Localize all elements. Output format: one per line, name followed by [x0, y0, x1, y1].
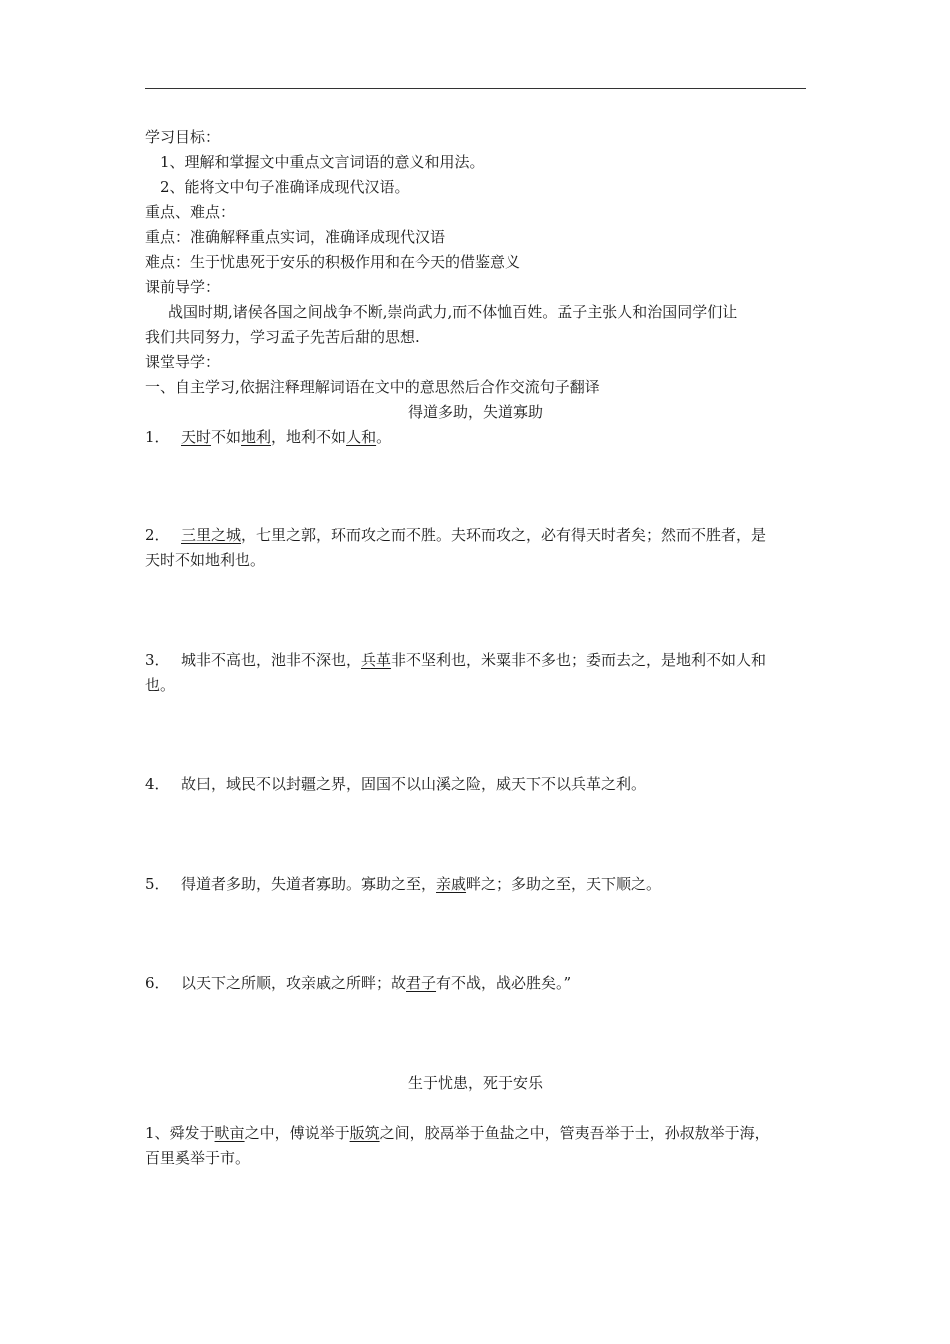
key-point: 重点：准确解释重点实词，准确译成现代汉语 — [145, 228, 446, 246]
preview-text: 战国时期,诸侯各国之间战争不断,崇尚武力,而不体恤百姓。孟子主张人和治国同学们让 — [168, 303, 738, 321]
classroom-heading: 课堂导学： — [145, 353, 221, 371]
objective-item: 1、理解和掌握文中重点文言词语的意义和用法。 — [160, 153, 485, 171]
header-rule — [145, 88, 806, 89]
sentence-2: 2． 三里之城，七里之郭，环而攻之而不胜。夫环而攻之，必有得天时者矣；然而不胜者，是 — [145, 523, 806, 548]
objectives-heading: 学习目标： — [145, 128, 221, 146]
sentence-4: 4． 故曰，域民不以封疆之界，固国不以山溪之险，威天下不以兵革之利。 — [145, 772, 806, 797]
keypoints-heading: 重点、难点： — [145, 203, 236, 221]
sentence-number: 4． — [145, 775, 170, 793]
keyword: 兵革 — [361, 651, 392, 669]
preview-text: 我们共同努力，学习孟子先苦后甜的思想. — [145, 328, 420, 346]
passage-title: 生于忧患，死于安乐 — [407, 1074, 543, 1092]
sentence-number: 3． — [145, 651, 170, 669]
keyword: 亲戚 — [436, 875, 467, 893]
keyword: 地利 — [241, 428, 272, 446]
sentence-5: 5． 得道者多助，失道者寡助。寡助之至，亲戚畔之；多助之至，天下顺之。 — [145, 872, 806, 897]
preview-heading: 课前导学： — [145, 278, 221, 296]
keyword: 畎亩 — [214, 1124, 245, 1142]
passage-title: 得道多助，失道寡助 — [407, 403, 543, 421]
passage2-sentence-1: 1、舜发于畎亩之中，傅说举于版筑之间，胶鬲举于鱼盐之中，管夷吾举于士，孙叔敖举于海， — [145, 1124, 770, 1142]
keyword: 三里之城 — [181, 526, 242, 544]
sentence-3: 3． 城非不高也，池非不深也，兵革非不坚利也，米粟非不多也；委而去之，是地利不如人和 — [145, 648, 806, 673]
sentence-6: 6． 以天下之所顺，攻亲戚之所畔；故君子有不战，战必胜矣。” — [145, 971, 806, 996]
passage2-sentence-1-cont: 百里奚举于市。 — [145, 1149, 251, 1167]
sentence-number: 1． — [145, 428, 170, 446]
sentence-3-cont: 也。 — [145, 676, 176, 694]
difficult-point: 难点：生于忧患死于安乐的积极作用和在今天的借鉴意义 — [145, 253, 521, 271]
objective-item: 2、能将文中句子准确译成现代汉语。 — [160, 178, 410, 196]
sentence-2-cont: 天时不如地利也。 — [145, 551, 266, 569]
classroom-task: 一、自主学习,依据注释理解词语在文中的意思然后合作交流句子翻译 — [145, 378, 600, 396]
keyword: 版筑 — [349, 1124, 380, 1142]
sentence-number: 5． — [145, 875, 170, 893]
keyword: 天时 — [181, 428, 212, 446]
sentence-1: 1． 天时不如地利，地利不如人和。 — [145, 425, 806, 450]
sentence-number: 6． — [145, 974, 170, 992]
keyword: 人和 — [346, 428, 377, 446]
sentence-number: 2． — [145, 526, 170, 544]
keyword: 君子 — [406, 974, 437, 992]
